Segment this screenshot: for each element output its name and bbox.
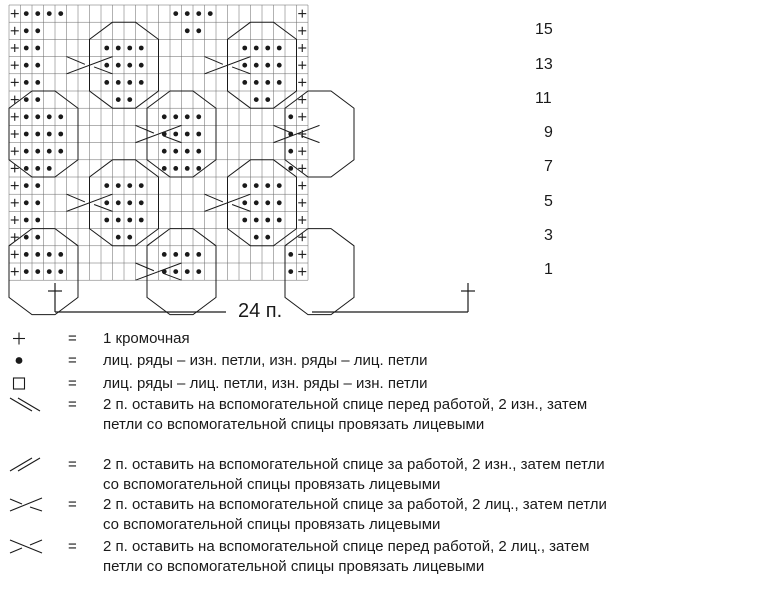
- purl-dot: [104, 63, 109, 68]
- legend-text: 2 п. оставить на вспомогательной спице за работой, 2 изн., затем петли: [103, 456, 605, 473]
- edge-stitch-plus: [298, 113, 306, 121]
- legend-equals: =: [68, 330, 77, 347]
- row-label-15: 15: [535, 21, 553, 38]
- legend-equals: =: [68, 375, 77, 392]
- purl-dot: [277, 63, 282, 68]
- legend-text: лиц. ряды – изн. петли, изн. ряды – лиц. петли: [103, 352, 428, 369]
- purl-dot: [35, 46, 40, 51]
- purl-dot: [24, 166, 29, 171]
- legend-text: петли со вспомогательной спицы провязать лицевыми: [103, 416, 485, 433]
- row-label-13: 13: [535, 56, 553, 73]
- purl-dot: [162, 252, 167, 257]
- dot-icon: [4, 352, 48, 369]
- purl-dot: [196, 149, 201, 154]
- purl-dot: [24, 218, 29, 223]
- purl-dot: [127, 46, 132, 51]
- purl-dot: [35, 166, 40, 171]
- purl-dot: [35, 200, 40, 205]
- purl-dot: [127, 97, 132, 102]
- purl-dot: [139, 63, 144, 68]
- purl-dot: [139, 183, 144, 188]
- purl-dot: [173, 269, 178, 274]
- square-icon: [4, 375, 48, 392]
- legend-row: [0, 496, 779, 533]
- purl-dot: [104, 46, 109, 51]
- edge-stitch-plus: [298, 27, 306, 35]
- purl-dot: [254, 63, 259, 68]
- purl-dot: [173, 252, 178, 257]
- purl-dot: [58, 11, 63, 16]
- purl-dot: [35, 269, 40, 274]
- purl-dot: [277, 183, 282, 188]
- purl-dot: [116, 46, 121, 51]
- purl-dot: [24, 183, 29, 188]
- purl-dot: [185, 269, 190, 274]
- purl-dot: [277, 218, 282, 223]
- purl-dot: [47, 166, 52, 171]
- purl-dot: [35, 63, 40, 68]
- purl-dot: [116, 63, 121, 68]
- purl-dot: [24, 252, 29, 257]
- legend-row: [0, 352, 779, 369]
- purl-dot: [127, 235, 132, 240]
- legend-equals: =: [68, 352, 77, 369]
- purl-dot: [104, 218, 109, 223]
- purl-dot: [127, 200, 132, 205]
- legend-row: [0, 538, 779, 575]
- legend-text: 2 п. оставить на вспомогательной спице перед работой, 2 лиц., затем: [103, 538, 590, 555]
- purl-dot: [162, 166, 167, 171]
- purl-dot: [139, 46, 144, 51]
- purl-dot: [288, 149, 293, 154]
- purl-dot: [288, 252, 293, 257]
- purl-dot: [242, 183, 247, 188]
- purl-dot: [173, 11, 178, 16]
- edge-stitch-plus: [298, 10, 306, 18]
- edge-stitch-plus: [11, 130, 19, 138]
- purl-dot: [127, 80, 132, 85]
- edge-stitch-plus: [11, 78, 19, 86]
- purl-dot: [47, 269, 52, 274]
- purl-dot: [185, 132, 190, 137]
- double-slash-icon: [4, 456, 48, 473]
- purl-dot: [127, 218, 132, 223]
- edge-stitch-plus: [11, 268, 19, 276]
- edge-stitch-plus: [298, 44, 306, 52]
- purl-dot: [58, 132, 63, 137]
- purl-dot: [35, 149, 40, 154]
- purl-dot: [47, 132, 52, 137]
- purl-dot: [104, 80, 109, 85]
- purl-dot: [265, 46, 270, 51]
- purl-dot: [265, 80, 270, 85]
- legend-text: 1 кромочная: [103, 330, 190, 347]
- purl-dot: [116, 97, 121, 102]
- purl-dot: [242, 80, 247, 85]
- row-label-11: 11: [535, 90, 552, 107]
- purl-dot: [173, 166, 178, 171]
- purl-dot: [265, 63, 270, 68]
- legend-equals: =: [68, 496, 77, 513]
- purl-dot: [162, 114, 167, 119]
- purl-dot: [104, 183, 109, 188]
- row-label-3: 3: [544, 227, 553, 244]
- purl-dot: [288, 166, 293, 171]
- purl-dot: [265, 218, 270, 223]
- purl-dot: [185, 11, 190, 16]
- purl-dot: [277, 200, 282, 205]
- edge-stitch-plus: [11, 182, 19, 190]
- edge-stitch-plus: [298, 199, 306, 207]
- edge-stitch-plus: [11, 44, 19, 52]
- row-label-7: 7: [544, 158, 553, 175]
- purl-dot: [162, 149, 167, 154]
- edge-stitch-plus: [11, 147, 19, 155]
- purl-dot: [185, 252, 190, 257]
- purl-dot: [104, 200, 109, 205]
- purl-dot: [185, 166, 190, 171]
- purl-dot: [24, 132, 29, 137]
- purl-dot: [196, 269, 201, 274]
- edge-stitch-plus: [298, 147, 306, 155]
- legend-row: [0, 375, 779, 392]
- purl-dot: [47, 114, 52, 119]
- legend-row: [0, 456, 779, 493]
- purl-dot: [185, 28, 190, 33]
- purl-dot: [139, 80, 144, 85]
- purl-dot: [35, 28, 40, 33]
- purl-dot: [35, 114, 40, 119]
- purl-dot: [254, 235, 259, 240]
- purl-dot: [265, 235, 270, 240]
- purl-dot: [24, 63, 29, 68]
- purl-dot: [24, 80, 29, 85]
- purl-dot: [196, 28, 201, 33]
- purl-dot: [288, 269, 293, 274]
- purl-dot: [208, 11, 213, 16]
- purl-dot: [254, 46, 259, 51]
- purl-dot: [242, 46, 247, 51]
- purl-dot: [127, 183, 132, 188]
- purl-dot: [35, 97, 40, 102]
- purl-dot: [254, 97, 259, 102]
- purl-dot: [24, 97, 29, 102]
- legend-equals: =: [68, 538, 77, 555]
- purl-dot: [185, 149, 190, 154]
- purl-dot: [35, 183, 40, 188]
- purl-dot: [265, 183, 270, 188]
- purl-dot: [254, 183, 259, 188]
- purl-dot: [35, 80, 40, 85]
- edge-stitch-plus: [11, 199, 19, 207]
- edge-stitch-plus: [298, 61, 306, 69]
- legend-equals: =: [68, 456, 77, 473]
- edge-stitch-plus: [11, 27, 19, 35]
- purl-dot: [116, 80, 121, 85]
- purl-dot: [196, 252, 201, 257]
- purl-dot: [24, 11, 29, 16]
- purl-dot: [24, 28, 29, 33]
- purl-dot: [196, 166, 201, 171]
- purl-dot: [24, 235, 29, 240]
- purl-dot: [277, 46, 282, 51]
- purl-dot: [35, 132, 40, 137]
- edge-stitch-plus: [11, 113, 19, 121]
- row-label-9: 9: [544, 124, 553, 141]
- purl-dot: [288, 114, 293, 119]
- purl-dot: [58, 269, 63, 274]
- purl-dot: [58, 114, 63, 119]
- purl-dot: [116, 235, 121, 240]
- purl-dot: [35, 11, 40, 16]
- purl-dot: [116, 200, 121, 205]
- purl-dot: [139, 218, 144, 223]
- edge-stitch-plus: [298, 268, 306, 276]
- purl-dot: [173, 132, 178, 137]
- edge-stitch-plus: [298, 250, 306, 258]
- purl-dot: [58, 149, 63, 154]
- plus-icon: [4, 330, 48, 347]
- purl-dot: [265, 97, 270, 102]
- purl-dot: [47, 11, 52, 16]
- purl-dot: [24, 114, 29, 119]
- purl-dot: [58, 252, 63, 257]
- legend-text: петли со вспомогательной спицы провязать лицевыми: [103, 558, 485, 575]
- purl-dot: [24, 269, 29, 274]
- purl-dot: [24, 200, 29, 205]
- edge-stitch-plus: [298, 182, 306, 190]
- purl-dot: [24, 149, 29, 154]
- legend-text: лиц. ряды – лиц. петли, изн. ряды – изн. петли: [103, 375, 428, 392]
- purl-dot: [47, 252, 52, 257]
- row-label-1: 1: [544, 261, 553, 278]
- purl-dot: [173, 114, 178, 119]
- edge-stitch-plus: [11, 61, 19, 69]
- legend-row: [0, 330, 779, 347]
- purl-dot: [127, 63, 132, 68]
- edge-stitch-plus: [298, 216, 306, 224]
- purl-dot: [116, 218, 121, 223]
- purl-dot: [265, 200, 270, 205]
- purl-dot: [139, 200, 144, 205]
- legend-text: 2 п. оставить на вспомогательной спице перед работой, 2 изн., затем: [103, 396, 588, 413]
- purl-dot: [242, 218, 247, 223]
- purl-dot: [254, 200, 259, 205]
- legend-row: [0, 396, 779, 433]
- edge-stitch-plus: [11, 10, 19, 18]
- purl-dot: [35, 235, 40, 240]
- repeat-span-label: 24 п.: [238, 300, 283, 322]
- hexagon-outline: [285, 229, 354, 315]
- cross-left-icon: [4, 538, 48, 555]
- purl-dot: [35, 218, 40, 223]
- purl-dot: [185, 114, 190, 119]
- double-backslash-icon: [4, 396, 48, 413]
- edge-stitch-plus: [298, 78, 306, 86]
- purl-dot: [196, 11, 201, 16]
- cross-right-icon: [4, 496, 48, 513]
- edge-stitch-plus: [11, 250, 19, 258]
- purl-dot: [116, 183, 121, 188]
- purl-dot: [196, 114, 201, 119]
- purl-dot: [242, 200, 247, 205]
- purl-dot: [254, 218, 259, 223]
- purl-dot: [35, 252, 40, 257]
- edge-stitch-plus: [11, 216, 19, 224]
- legend-equals: =: [68, 396, 77, 413]
- purl-dot: [173, 149, 178, 154]
- purl-dot: [277, 80, 282, 85]
- row-label-5: 5: [544, 193, 553, 210]
- purl-dot: [254, 80, 259, 85]
- legend-text: со вспомогательной спицы провязать лицевыми: [103, 476, 441, 493]
- legend-text: 2 п. оставить на вспомогательной спице за работой, 2 лиц., затем петли: [103, 496, 607, 513]
- legend-text: со вспомогательной спицы провязать лицевыми: [103, 516, 441, 533]
- purl-dot: [242, 63, 247, 68]
- purl-dot: [47, 149, 52, 154]
- purl-dot: [24, 46, 29, 51]
- purl-dot: [196, 132, 201, 137]
